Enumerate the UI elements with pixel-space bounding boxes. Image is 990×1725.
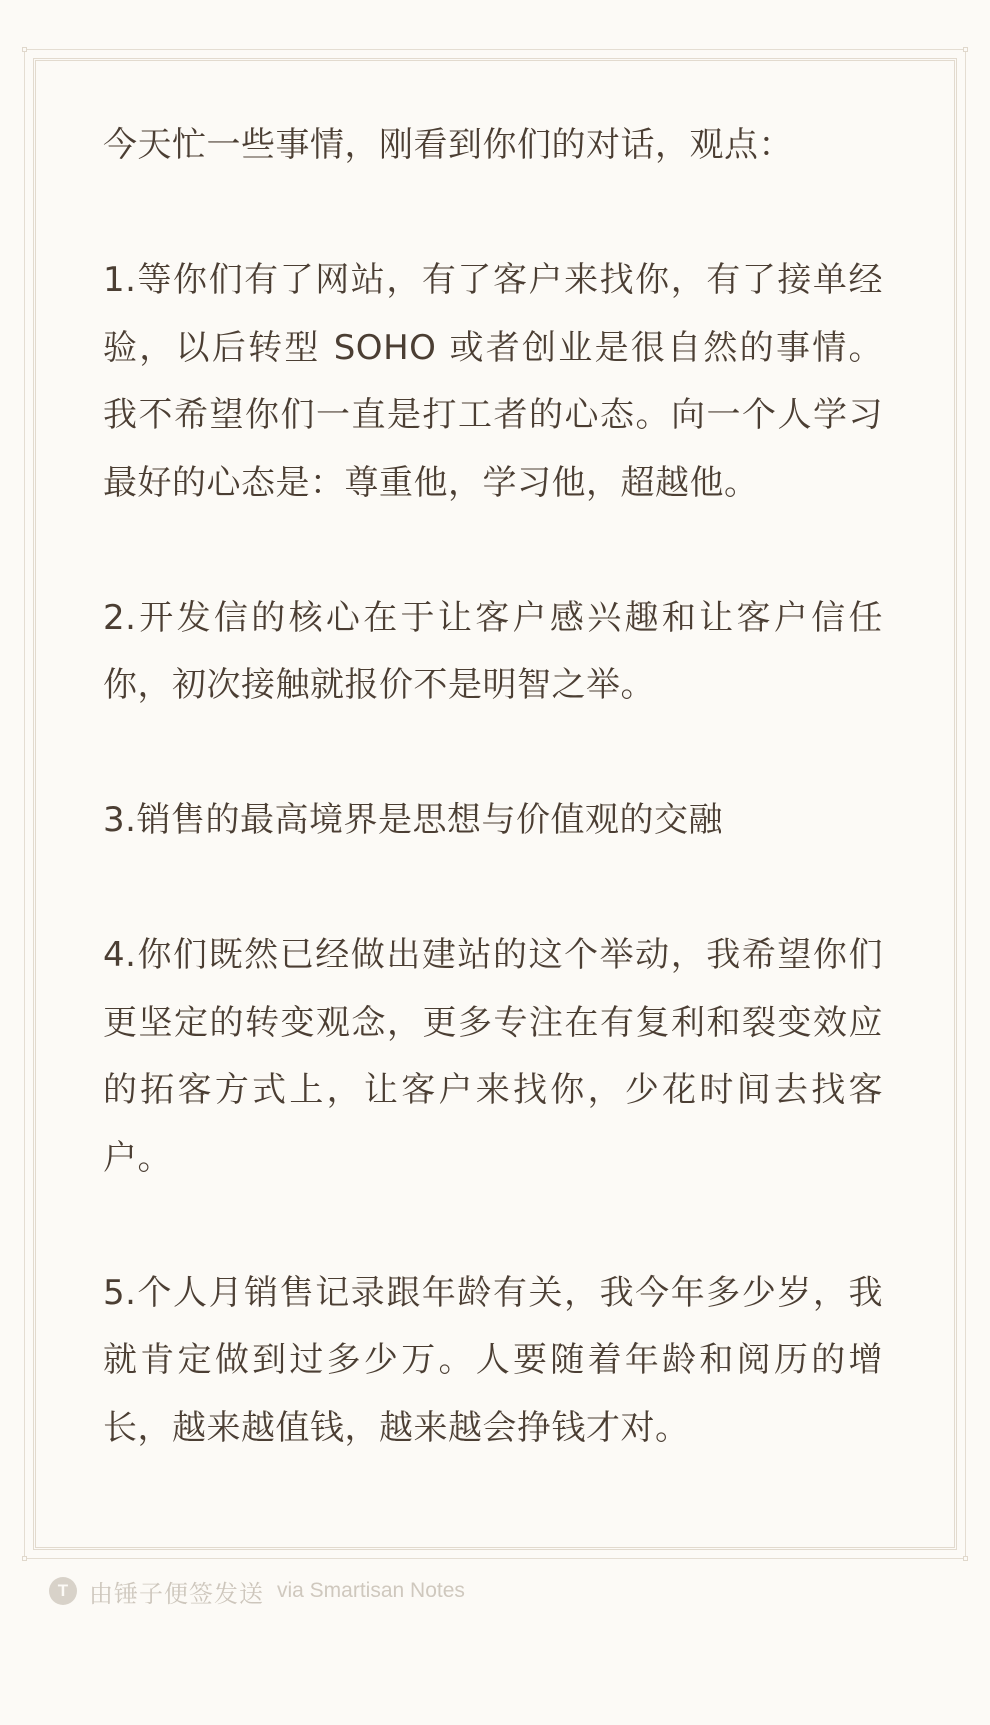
- frame-corner-ornament: [22, 47, 27, 52]
- smartisan-logo-icon: T: [49, 1577, 77, 1605]
- frame-corner-ornament: [963, 47, 968, 52]
- footer-attribution: [49, 1574, 465, 1608]
- footer-label-zh: 由锤子便签发送: [89, 1579, 264, 1608]
- note-paragraph-point-3: 3.销售的最高境界是思想与价值观的交融: [103, 800, 723, 840]
- footer-label-en: via Smartisan Notes: [277, 1579, 465, 1602]
- note-paragraph-point-1: 1.等你们有了网站，有了客户来找你，有了接单经验，以后转型 SOHO 或者创业是很自然的事情。我不希望你们一直是打工者的心态。向一个人学习最好的心态是：尊重他，学习他，超越他。: [103, 260, 883, 503]
- frame-corner-ornament: [22, 1556, 27, 1561]
- frame-corner-ornament: [963, 1556, 968, 1561]
- note-paragraph-point-2: 2.开发信的核心在于让客户感兴趣和让客户信任你，初次接触就报价不是明智之举。: [103, 597, 883, 705]
- note-paragraph-point-5: 5.个人月销售记录跟年龄有关，我今年多少岁，我就肯定做到过多少万。人要随着年龄和阅历的增长，越来越值钱，越来越会挣钱才对。: [103, 1272, 883, 1448]
- note-paragraph-point-4: 4.你们既然已经做出建站的这个举动，我希望你们更坚定的转变观念，更多专注在有复利和裂变效应的拓客方式上，让客户来找你，少花时间去找客户。: [103, 935, 883, 1178]
- note-body: [103, 112, 883, 1462]
- note-paragraph-intro: 今天忙一些事情，刚看到你们的对话，观点：: [103, 125, 793, 165]
